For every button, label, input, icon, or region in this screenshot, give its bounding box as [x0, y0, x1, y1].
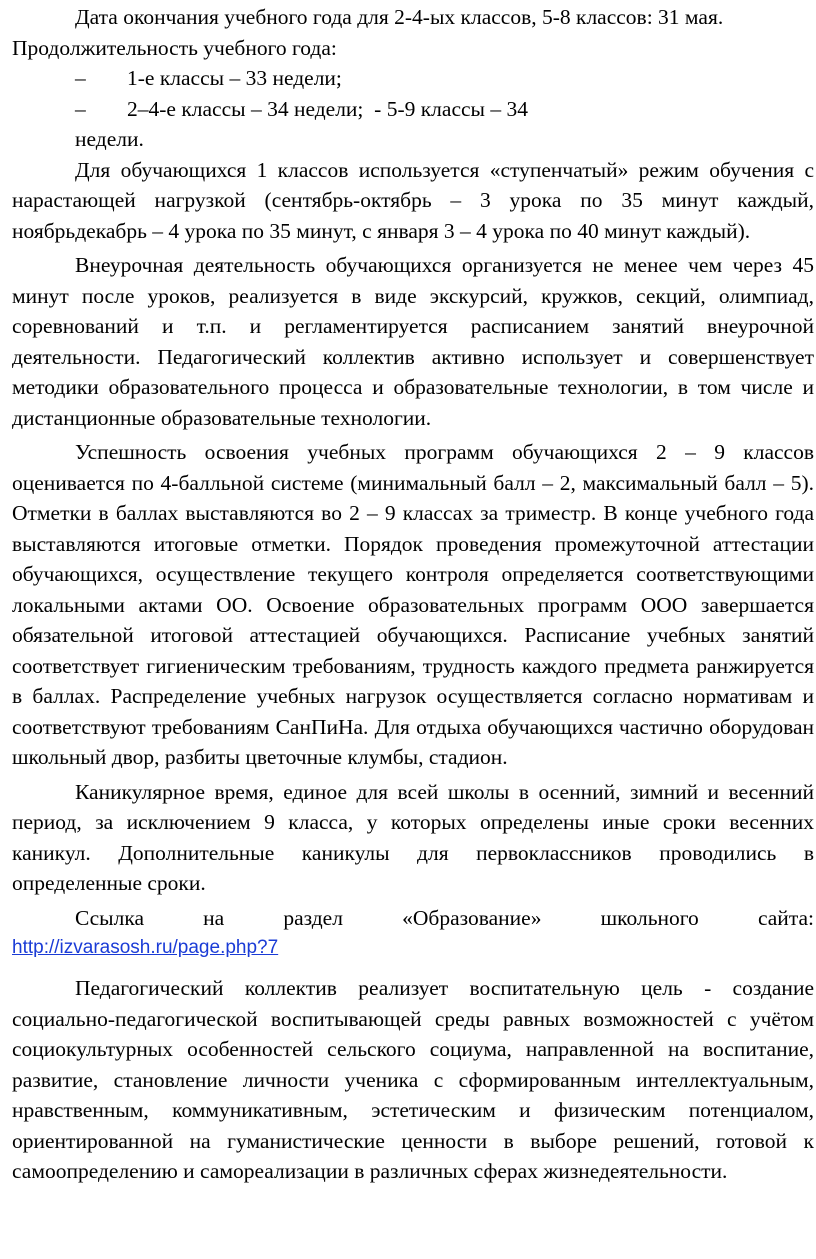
list-item	[12, 63, 814, 94]
holidays-paragraph: Каникулярное время, единое для всей школы в осенний, зимний и весенний период, за исключением 9 класса, у которых определены иные сроки весенних каникул. Дополнительные каникулы для первоклассников проводились в определенные сроки.	[12, 779, 814, 895]
link-line	[12, 933, 814, 961]
duration-list	[12, 63, 814, 155]
school-year-end-date: Дата окончания учебного года для 2-4-ых классов, 5-8 классов: 31 мая.	[75, 5, 724, 29]
extracurricular-paragraph: Внеурочная деятельность обучающихся организуется не менее чем через 45 минут после уроков, реализуется в виде экскурсий, кружков, секций, олимпиад, соревнований и т.п. и регламентируется расписанием занятий внеурочной деятельности. Педагогический коллектив активно использует и совершенствует методики образовательного процесса и образовательные технологии, в том числе и дистанционные образовательные технологии.	[12, 253, 814, 430]
school-year-duration-heading: Продолжительность учебного года:	[12, 35, 337, 60]
grading-paragraph: Успешность освоения учебных программ обучающихся 2 – 9 классов оценивается по 4-балльной системе (минимальный балл – 2, максимальный балл – 5). Отметки в баллах выставляются во 2 – 9 классах за триместр. В конце учебного года выставляются итоговые отметки. Порядок проведения промежуточной аттестации обучающихся, осуществление текущего контроля определяется соответствующими локальными актами ОО. Освоение образовательных программ ООО завершается обязательной итоговой аттестацией обучающихся. Расписание учебных занятий соответствует гигиеническим требованиям, трудность каждого предмета ранжируется в баллах. Распределение учебных нагрузок осуществляется согласно нормативам и соответствуют требованиям СанПиНа. Для отдыха обучающихся частично оборудован школьный двор, разбиты цветочные клумбы, стадион.	[12, 440, 814, 769]
list-item-text: 1-е классы – 33 недели;	[127, 66, 342, 90]
education-section-link[interactable]: http://izvarasosh.ru/page.php?7	[12, 937, 279, 958]
list-continuation: недели.	[75, 127, 144, 151]
list-item	[12, 94, 814, 125]
list-dash: –	[75, 66, 86, 90]
link-intro: Ссылка на раздел «Образование» школьного сайта:	[75, 905, 814, 930]
step-mode-paragraph: Для обучающихся 1 классов используется «ступенчатый» режим обучения с нарастающей нагрузкой (сентябрь-октябрь – 3 урока по 35 минут каждый, ноябрьдекабрь – 4 урока по 35 минут, с января 3 – 4 урока по 40 минут каждый).	[12, 157, 814, 243]
upbringing-paragraph: Педагогический коллектив реализует воспитательную цель - создание социально-педагогической воспитывающей среды равных возможностей с учётом социокультурных особенностей сельского социума, направленной на воспитание, развитие, становление личности ученика с сформированным интеллектуальным, нравственным, коммуникативным, эстетическим и физическим потенциалом, ориентированной на гуманистические ценности в выборе решений, готовой к самоопределению и самореализации в различных сферах жизнедеятельности.	[12, 976, 814, 1183]
list-item-text: 2–4-е классы – 34 недели; - 5-9 классы – 34	[127, 96, 528, 121]
list-dash: –	[75, 96, 86, 121]
